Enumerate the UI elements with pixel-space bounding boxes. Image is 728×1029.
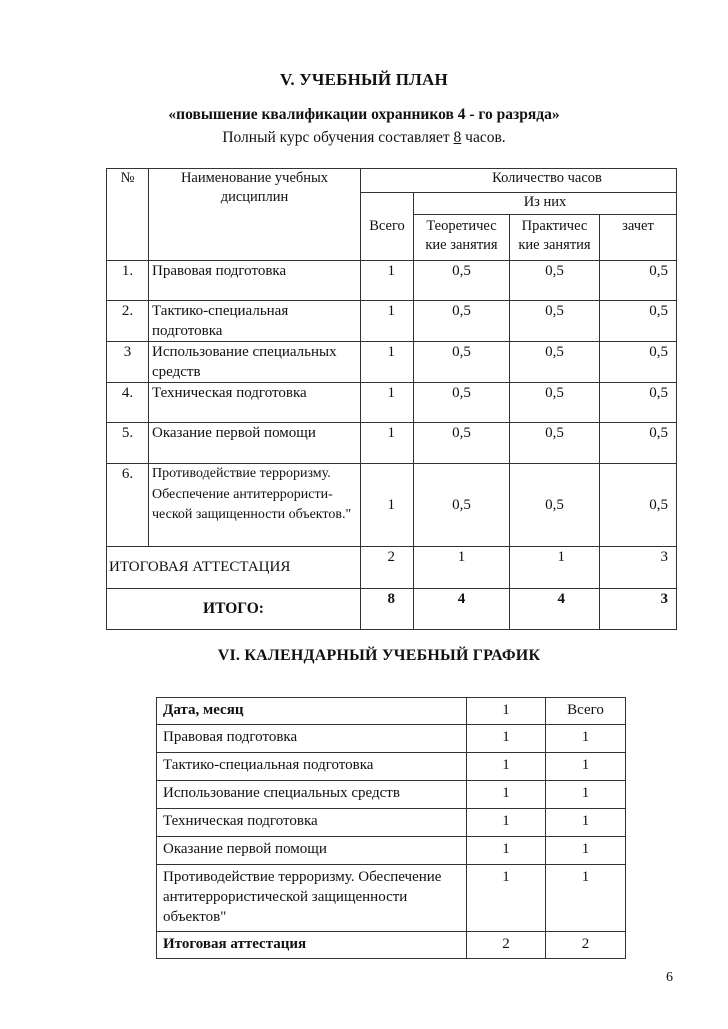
row-name: Противодействие терроризму. Обеспечение антитеррористической защищенности объектов"	[157, 865, 467, 932]
row-day1: 1	[467, 837, 546, 865]
row-name: Оказание первой помощи	[149, 423, 361, 464]
row-day1: 1	[467, 725, 546, 753]
row-name: Противодействие терроризму. Обеспечение антитеррористи-ческой защищенности объектов."	[149, 464, 361, 547]
row-theory: 0,5	[414, 342, 510, 383]
row-num: 3	[107, 342, 149, 383]
study-plan-table	[106, 168, 677, 630]
row-test: 0,5	[600, 423, 677, 464]
header-practice: Практичес кие занятия	[510, 215, 600, 261]
section-6-title: VI. КАЛЕНДАРНЫЙ УЧЕБНЫЙ ГРАФИК	[217, 647, 541, 664]
row-num: 5.	[107, 423, 149, 464]
row-num: 4.	[107, 383, 149, 423]
header-day1: 1	[467, 698, 546, 725]
header-of-them: Из них	[414, 193, 677, 215]
table-row	[107, 423, 677, 464]
attestation-row	[107, 547, 677, 589]
course-hours: 8	[453, 129, 462, 146]
table-row	[157, 809, 626, 837]
table-row	[107, 261, 677, 301]
attestation-day1: 2	[467, 932, 546, 959]
row-name: Тактико-специальная подготовка	[149, 301, 361, 342]
row-num: 1.	[107, 261, 149, 301]
grand-total-theory: 4	[414, 589, 510, 630]
header-date: Дата, месяц	[157, 698, 467, 725]
header-hours: Количество часов	[361, 169, 677, 193]
row-total: 1	[546, 725, 626, 753]
header-num: №	[107, 169, 149, 261]
row-practice: 0,5	[510, 301, 600, 342]
row-total: 1	[546, 753, 626, 781]
header-theory: Теоретичес кие занятия	[414, 215, 510, 261]
row-day1: 1	[467, 865, 546, 932]
course-duration-prefix: Полный курс обучения составляет	[222, 129, 454, 146]
row-day1: 1	[467, 809, 546, 837]
row-theory: 0,5	[414, 301, 510, 342]
grand-total-row	[107, 589, 677, 630]
table-row	[107, 301, 677, 342]
row-practice: 0,5	[510, 464, 600, 547]
header-total: Всего	[546, 698, 626, 725]
table-row	[157, 781, 626, 809]
attestation-theory: 1	[414, 547, 510, 589]
row-name: Оказание первой помощи	[157, 837, 467, 865]
row-practice: 0,5	[510, 423, 600, 464]
row-name: Техническая подготовка	[149, 383, 361, 423]
row-test: 0,5	[600, 464, 677, 547]
attestation-name: Итоговая аттестация	[157, 932, 467, 959]
row-test: 0,5	[600, 342, 677, 383]
row-test: 0,5	[600, 383, 677, 423]
page-number: 6	[666, 970, 673, 985]
header-total: Всего	[361, 193, 414, 261]
row-total: 1	[546, 865, 626, 932]
row-practice: 0,5	[510, 261, 600, 301]
header-test: зачет	[600, 215, 677, 261]
section-5-subtitle: «повышение квалификации охранников 4 - го разряда»	[168, 106, 560, 123]
attestation-label: ИТОГОВАЯ АТТЕСТАЦИЯ	[107, 547, 361, 589]
row-day1: 1	[467, 753, 546, 781]
row-name: Использование специальных средств	[149, 342, 361, 383]
grand-total-practice: 4	[510, 589, 600, 630]
row-total: 1	[361, 342, 414, 383]
table-row	[157, 865, 626, 932]
row-total: 1	[546, 809, 626, 837]
table-row	[107, 342, 677, 383]
table-row	[107, 464, 677, 547]
attestation-total: 2	[361, 547, 414, 589]
section-5-title: V. УЧЕБНЫЙ ПЛАН	[280, 70, 448, 89]
row-name: Правовая подготовка	[157, 725, 467, 753]
table-row	[107, 383, 677, 423]
course-duration	[0, 129, 728, 147]
row-total: 1	[361, 423, 414, 464]
row-test: 0,5	[600, 261, 677, 301]
row-theory: 0,5	[414, 261, 510, 301]
row-total: 1	[361, 383, 414, 423]
table-row	[157, 837, 626, 865]
row-practice: 0,5	[510, 383, 600, 423]
course-duration-suffix: часов.	[461, 129, 506, 146]
row-total: 1	[546, 781, 626, 809]
row-day1: 1	[467, 781, 546, 809]
row-total: 1	[361, 301, 414, 342]
table-row	[157, 753, 626, 781]
header-discipline-name: Наименование учебных дисциплин	[149, 169, 361, 261]
attestation-row	[157, 932, 626, 959]
calendar-schedule-table	[156, 697, 626, 959]
row-name: Техническая подготовка	[157, 809, 467, 837]
grand-total-test: 3	[600, 589, 677, 630]
row-theory: 0,5	[414, 423, 510, 464]
row-theory: 0,5	[414, 464, 510, 547]
grand-total-label: ИТОГО:	[107, 589, 361, 630]
row-total: 1	[546, 837, 626, 865]
row-num: 2.	[107, 301, 149, 342]
row-name: Правовая подготовка	[149, 261, 361, 301]
grand-total-total: 8	[361, 589, 414, 630]
row-theory: 0,5	[414, 383, 510, 423]
row-practice: 0,5	[510, 342, 600, 383]
row-test: 0,5	[600, 301, 677, 342]
row-name: Использование специальных средств	[157, 781, 467, 809]
attestation-test: 3	[600, 547, 677, 589]
table-row	[157, 725, 626, 753]
row-name: Тактико-специальная подготовка	[157, 753, 467, 781]
row-total: 1	[361, 261, 414, 301]
attestation-practice: 1	[510, 547, 600, 589]
row-total: 1	[361, 464, 414, 547]
row-num: 6.	[107, 464, 149, 547]
attestation-total: 2	[546, 932, 626, 959]
